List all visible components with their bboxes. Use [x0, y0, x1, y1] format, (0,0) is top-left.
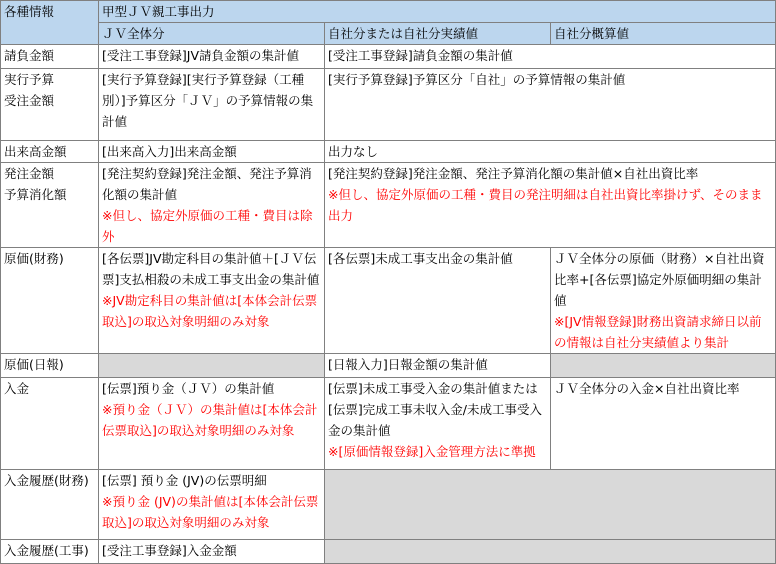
- cell-jv: [実行予算登録][実行予算登録（工種別）]予算区分「ＪＶ」の予算情報の集計値: [99, 69, 325, 141]
- col-header-jv: ＪＶ全体分: [99, 23, 325, 45]
- cell-note: ※但し、協定外原価の工種・費目の発注明細は自社出資比率掛けず、そのまま出力: [328, 187, 763, 223]
- cell-approx-empty: [551, 354, 776, 378]
- row-label: 原価(日報): [1, 354, 99, 378]
- header-row: [1, 1, 776, 23]
- table-row: [1, 141, 776, 163]
- cell-text: [伝票] 預り金 (JV)の伝票明細: [102, 473, 267, 488]
- cell-text: [伝票]未成工事受入金の集計値または[伝票]完成工事未収入金/未成工事受入金の集計値: [328, 381, 542, 438]
- row-label: 入金: [1, 378, 99, 470]
- table-row: [1, 470, 776, 540]
- cell-self: [日報入力]日報金額の集計値: [325, 354, 551, 378]
- cell-text: [各伝票]JV勘定科目の集計値＋[ＪＶ伝票]支払相殺の未成工事支出金の集計値: [102, 251, 320, 287]
- cell-text: [発注契約登録]発注金額、発注予算消化額の集計値: [102, 166, 312, 202]
- row-label: 原価(財務): [1, 248, 99, 354]
- table-row: [1, 378, 776, 470]
- cell-approx: ＪＶ全体分の入金×自社出資比率: [551, 378, 776, 470]
- col-header-approx: 自社分概算値: [551, 23, 776, 45]
- cell-jv: [出来高入力]出来高金額: [99, 141, 325, 163]
- cell-jv: [99, 163, 325, 248]
- subheader-row: [1, 23, 776, 45]
- row-label-line2: 予算消化額: [4, 187, 67, 202]
- cell-jv-empty: [99, 354, 325, 378]
- cell-text: [伝票]預り金（ＪＶ）の集計値: [102, 381, 275, 396]
- cell-self: [各伝票]未成工事支出金の集計値: [325, 248, 551, 354]
- corner-header: 各種情報: [1, 1, 99, 45]
- cell-jv: [99, 248, 325, 354]
- cell-jv: [99, 378, 325, 470]
- cell-note: ※預り金（ＪＶ）の集計値は[本体会計伝票取込]の取込対象明細のみ対象: [102, 402, 318, 438]
- row-label: 請負金額: [1, 45, 99, 69]
- row-label-line1: 発注金額: [4, 166, 55, 181]
- cell-text: ＪＶ全体分の原価（財務）×自社出資比率+[各伝票]協定外原価明細の集計値: [554, 251, 765, 308]
- table-row: [1, 540, 776, 564]
- cell-jv: [99, 470, 325, 540]
- cell-note: ※[JV情報登録]財務出資請求締日以前の情報は自社分実績値より集計: [554, 314, 762, 350]
- table-row: [1, 248, 776, 354]
- cell-self: [325, 378, 551, 470]
- cell-self: [受注工事登録]請負金額の集計値: [325, 45, 776, 69]
- table-row: [1, 163, 776, 248]
- group-header: 甲型ＪＶ親工事出力: [99, 1, 776, 23]
- cell-note: ※但し、協定外原価の工種・費目は除外: [102, 208, 313, 244]
- cell-self-empty: [325, 540, 776, 564]
- cell-jv: [受注工事登録]JV請負金額の集計値: [99, 45, 325, 69]
- cell-note: ※[原価情報登録]入金管理方法に準拠: [328, 444, 536, 459]
- row-label: 入金履歴(工事): [1, 540, 99, 564]
- row-label: 出来高金額: [1, 141, 99, 163]
- cell-self-empty: [325, 470, 776, 540]
- table-row: [1, 354, 776, 378]
- cell-self: 出力なし: [325, 141, 776, 163]
- row-label-line2: 受注金額: [4, 93, 55, 108]
- col-header-self: 自社分または自社分実績値: [325, 23, 551, 45]
- row-label: [1, 163, 99, 248]
- cell-self: [実行予算登録]予算区分「自社」の予算情報の集計値: [325, 69, 776, 141]
- row-label: 入金履歴(財務): [1, 470, 99, 540]
- cell-note: ※JV勘定科目の集計値は[本体会計伝票取込]の取込対象明細のみ対象: [102, 293, 318, 329]
- cell-self: [325, 163, 776, 248]
- cell-note: ※預り金 (JV)の集計値は[本体会計伝票取込]の取込対象明細のみ対象: [102, 494, 319, 530]
- cell-jv: [受注工事登録]入金金額: [99, 540, 325, 564]
- row-label: [1, 69, 99, 141]
- cell-text: [発注契約登録]発注金額、発注予算消化額の集計値×自社出資比率: [328, 166, 699, 181]
- table-row: [1, 45, 776, 69]
- cell-approx: [551, 248, 776, 354]
- row-label-line1: 実行予算: [4, 72, 55, 87]
- table-row: [1, 69, 776, 141]
